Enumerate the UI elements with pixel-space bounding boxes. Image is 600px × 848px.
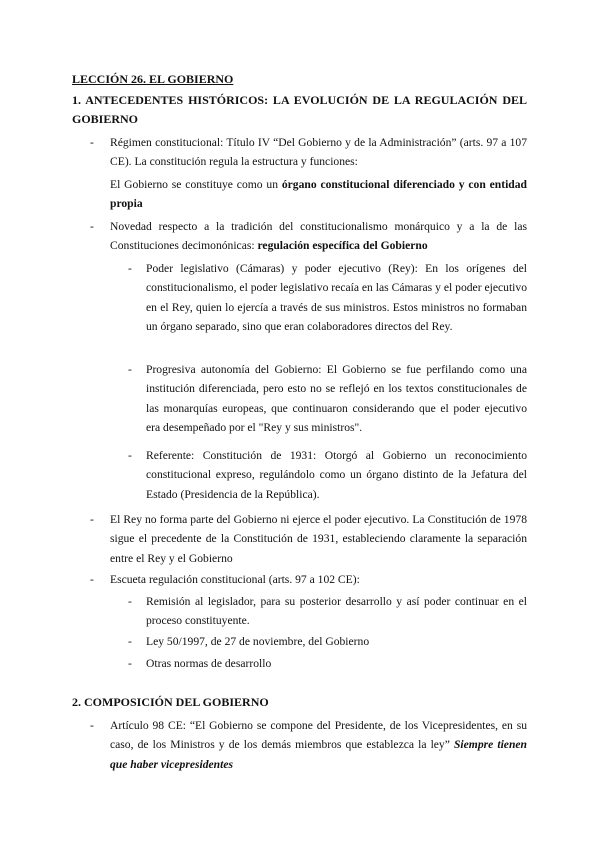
subbullet-dash: - — [128, 595, 132, 608]
bullet-articulo-98 — [110, 716, 527, 774]
novedad-bold: regulación específica del Gobierno — [257, 239, 428, 253]
bullet-dash: - — [90, 220, 94, 233]
novedad-text: Novedad respecto a la tradición del constitucionalismo monárquico y a la de las Constituciones decimonónicas: — [110, 220, 527, 253]
articulo-98-note: Siempre tienen que haber vicepresidentes — [110, 738, 527, 771]
subbullet-poder-legislativo: Poder legislativo (Cámaras) y poder ejecutivo (Rey): En los orígenes del constitucionalismo, el poder legislativo recaía en las Cámaras y el poder ejecutivo en el Rey, quien lo ejercía a través de sus ministros. Estos ministros no formaban un órgano separado, sino que eran colaboradores directos del Rey. — [146, 262, 527, 334]
subbullet-dash: - — [128, 635, 132, 648]
bullet-dash: - — [90, 719, 94, 732]
bullet-regimen: Régimen constitucional: Título IV “Del Gobierno y de la Administración” (arts. 97 a 107 CE). La constitución regula la estructura y funciones: — [110, 136, 527, 169]
bullet-regimen-continuation — [110, 175, 527, 214]
bullet-dash: - — [90, 573, 94, 586]
articulo-98-text: Artículo 98 CE: “El Gobierno se compone del Presidente, de los Vicepresidentes, en su caso, de los Ministros y de los demás miembros que establezca la ley” — [110, 719, 527, 752]
bullet-dash: - — [90, 513, 94, 526]
section-2-heading: 2. COMPOSICIÓN DEL GOBIERNO — [72, 695, 269, 709]
subbullet-referente: Referente: Constitución de 1931: Otorgó al Gobierno un reconocimiento constitucional expreso, regulándolo como un órgano distinto de la Jefatura del Estado (Presidencia de la República). — [146, 449, 527, 501]
regimen-cont-bold: órgano constitucional diferenciado y con entidad propia — [110, 178, 527, 211]
bullet-novedad — [110, 217, 527, 256]
lesson-title: LECCIÓN 26. EL GOBIERNO — [72, 72, 234, 86]
subbullet-otras-normas: Otras normas de desarrollo — [146, 657, 272, 670]
subbullet-remision: Remisión al legislador, para su posterior desarrollo y así poder continuar en el proceso constituyente. — [146, 595, 527, 628]
subbullet-dash: - — [128, 262, 132, 275]
subbullet-dash: - — [128, 363, 132, 376]
bullet-escueta: Escueta regulación constitucional (arts. 97 a 102 CE): — [110, 573, 360, 586]
subbullet-dash: - — [128, 449, 132, 462]
section-1-heading: 1. ANTECEDENTES HISTÓRICOS: LA EVOLUCIÓN DE LA REGULACIÓN DEL GOBIERNO — [72, 93, 527, 127]
subbullet-dash: - — [128, 657, 132, 670]
bullet-rey: El Rey no forma parte del Gobierno ni ejerce el poder ejecutivo. La Constitución de 1978 sigue el precedente de la Constitución de 1931, estableciendo claramente la separación entre el Rey y el Gobierno — [110, 513, 527, 565]
subbullet-autonomia: Progresiva autonomía del Gobierno: El Gobierno se fue perfilando como una institución diferenciada, pero esto no se reflejó en los textos constitucionales de las monarquías europeas, que continuaron considerando que el poder ejecutivo era desempeñado por el "Rey y sus ministros". — [146, 363, 527, 435]
regimen-cont-text: El Gobierno se constituye como un — [110, 178, 282, 191]
bullet-dash: - — [90, 136, 94, 149]
subbullet-ley-50-1997: Ley 50/1997, de 27 de noviembre, del Gobierno — [146, 635, 370, 648]
